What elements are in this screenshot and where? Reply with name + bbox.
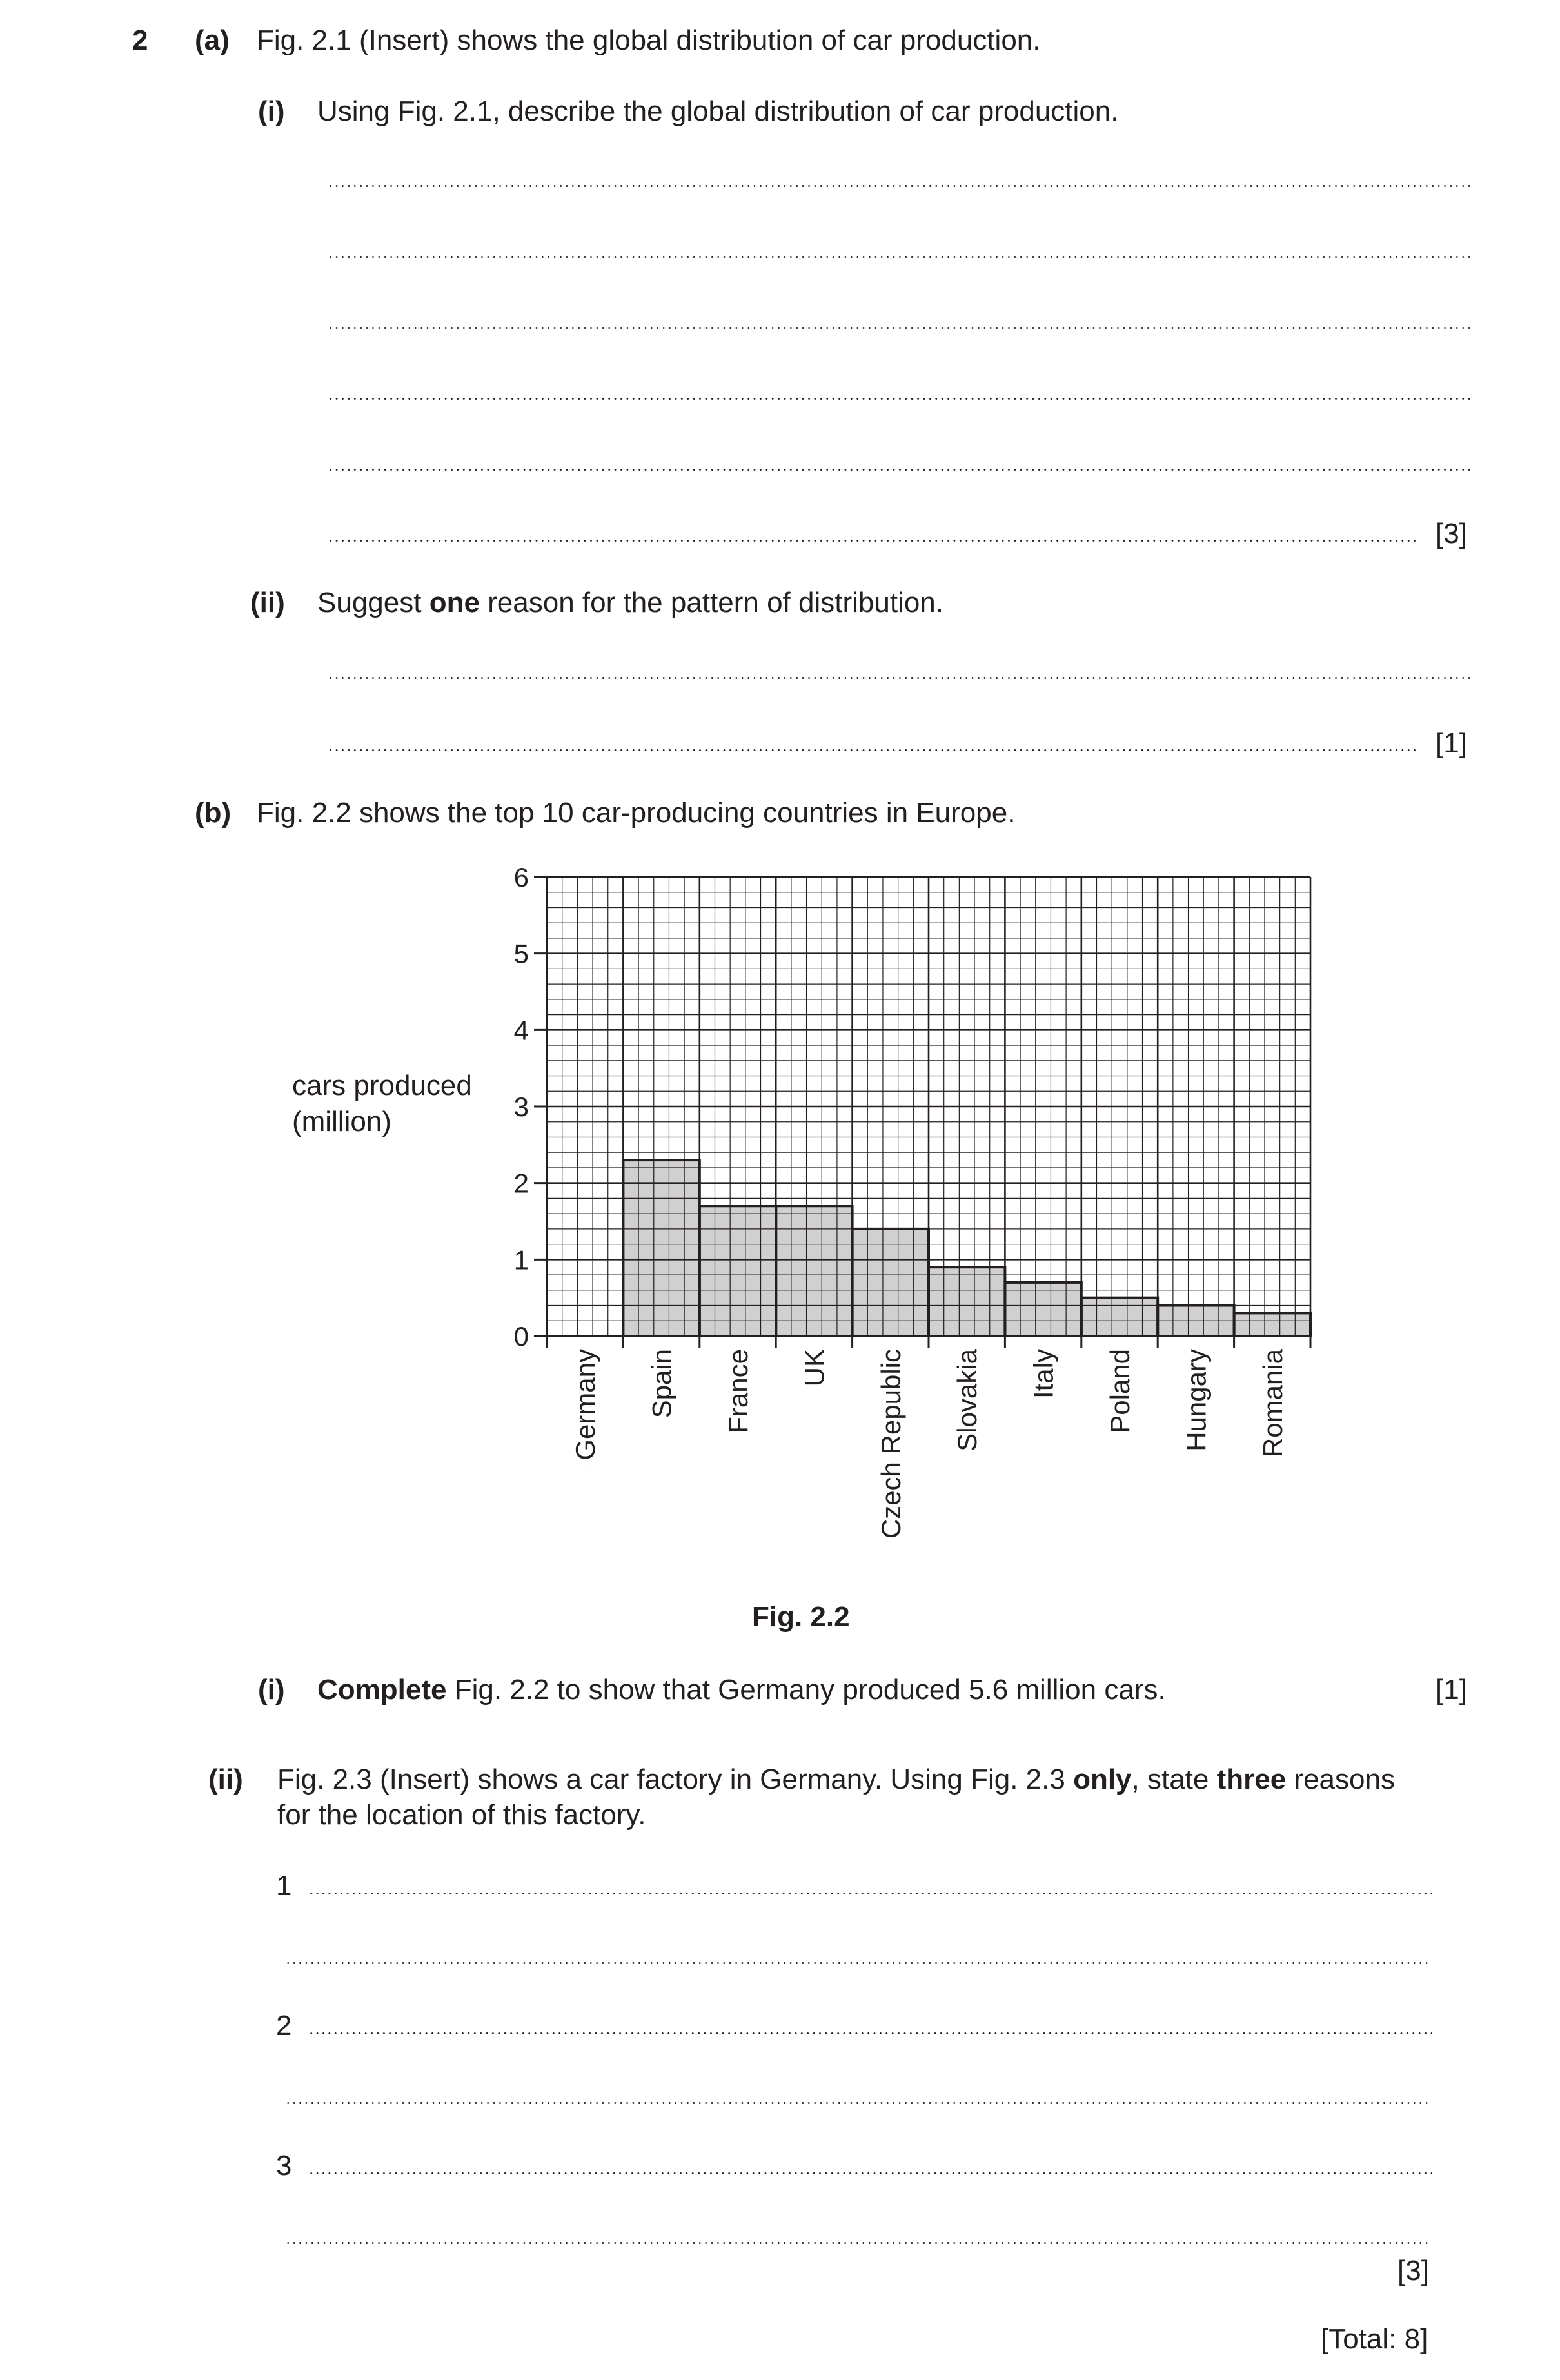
- x-tick-label: UK: [799, 1349, 830, 1387]
- y-tick-label: 3: [513, 1092, 529, 1122]
- marks-b-i: [1]: [1436, 1674, 1467, 1706]
- part-a-ii-label: (ii): [250, 587, 285, 618]
- total-marks: [Total: 8]: [1321, 2323, 1428, 2355]
- answer-line[interactable]: [308, 2172, 1432, 2174]
- x-tick-label: Italy: [1028, 1349, 1059, 1399]
- x-tick-label: Romania: [1257, 1349, 1288, 1458]
- x-tick-label: France: [723, 1349, 753, 1433]
- y-tick-label: 5: [513, 938, 529, 969]
- y-tick-label: 4: [513, 1015, 529, 1046]
- marks-a-ii: [1]: [1436, 727, 1467, 759]
- bar-slovakia: [929, 1267, 1005, 1336]
- x-tick-label: Czech Republic: [875, 1349, 906, 1539]
- answer-number-1: 1: [276, 1870, 292, 1902]
- answer-line[interactable]: [308, 1893, 1432, 1894]
- part-b-i-label: (i): [258, 1674, 285, 1706]
- answer-line[interactable]: [308, 2032, 1432, 2034]
- part-b-i-text: Complete Fig. 2.2 to show that Germany produced 5.6 million cars.: [317, 1674, 1166, 1706]
- answer-line[interactable]: [285, 2102, 1432, 2104]
- answer-line[interactable]: [285, 2242, 1432, 2244]
- y-tick-label: 6: [513, 862, 529, 892]
- x-tick-label: Spain: [646, 1349, 677, 1419]
- bar-czech-republic: [853, 1229, 929, 1336]
- bar-france: [700, 1206, 776, 1336]
- answer-line[interactable]: [285, 1962, 1432, 1964]
- figure-caption: Fig. 2.2: [752, 1601, 850, 1633]
- part-a-i-label: (i): [258, 95, 285, 127]
- part-a-i-text: Using Fig. 2.1, describe the global distribution of car production.: [317, 95, 1119, 127]
- part-a-ii-text: Suggest one reason for the pattern of distribution.: [317, 587, 944, 618]
- bar-poland: [1081, 1298, 1158, 1336]
- bar-uk: [776, 1206, 852, 1336]
- part-b-label: (b): [195, 797, 232, 829]
- part-b-text: Fig. 2.2 shows the top 10 car-producing countries in Europe.: [257, 797, 1016, 829]
- marks-b-ii: [3]: [1397, 2255, 1429, 2287]
- y-axis-label: (million): [292, 1106, 391, 1137]
- answer-number-2: 2: [276, 2010, 292, 2041]
- part-a-text: Fig. 2.1 (Insert) shows the global distribution of car production.: [257, 25, 1041, 56]
- part-a-label: (a): [195, 25, 230, 56]
- x-tick-label: Hungary: [1181, 1349, 1212, 1451]
- bar-romania: [1234, 1313, 1310, 1336]
- part-b-ii-line2: for the location of this factory.: [277, 1799, 646, 1831]
- y-tick-label: 0: [513, 1321, 529, 1352]
- bar-spain: [623, 1160, 699, 1336]
- part-b-ii-line1: Fig. 2.3 (Insert) shows a car factory in Germany. Using Fig. 2.3 only, state three reasons: [277, 1764, 1395, 1795]
- x-tick-label: Germany: [570, 1349, 601, 1460]
- y-tick-label: 2: [513, 1168, 529, 1199]
- answer-number-3: 3: [276, 2150, 292, 2181]
- question-number: 2: [132, 25, 148, 56]
- y-axis-label: cars produced: [292, 1070, 472, 1101]
- marks-a-i: [3]: [1436, 518, 1467, 549]
- part-b-ii-label: (ii): [208, 1764, 243, 1795]
- x-tick-label: Slovakia: [952, 1349, 983, 1451]
- x-tick-label: Poland: [1105, 1349, 1135, 1433]
- y-tick-label: 1: [513, 1244, 529, 1275]
